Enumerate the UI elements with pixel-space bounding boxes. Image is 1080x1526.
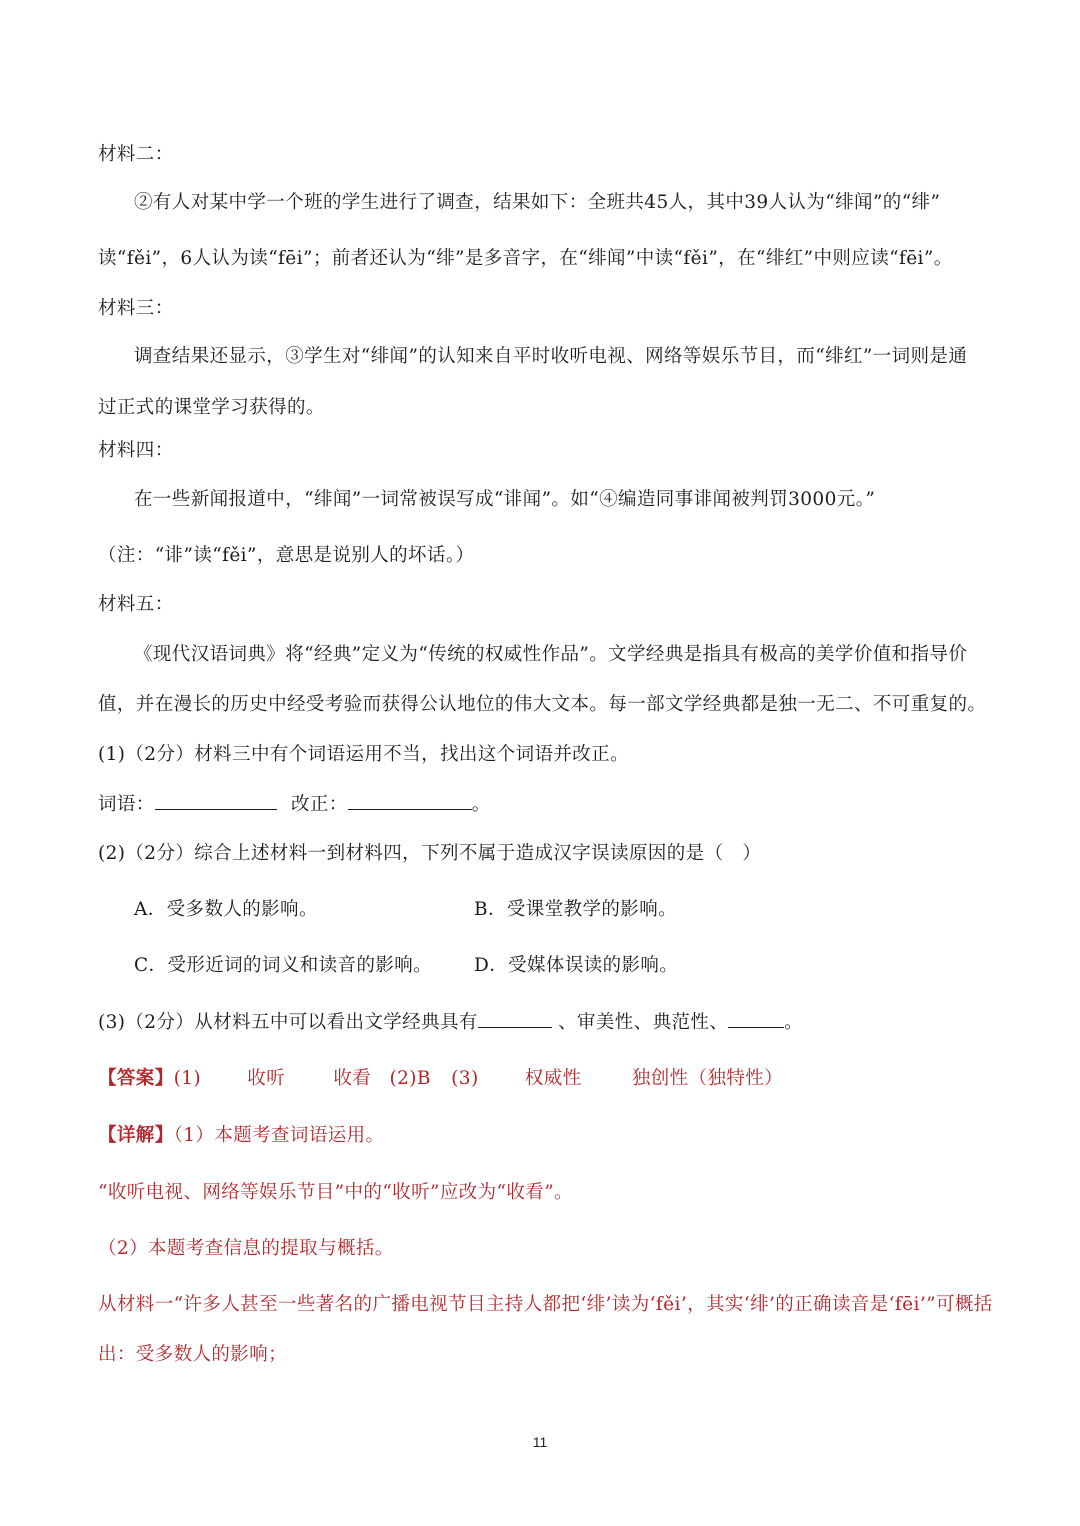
answer-word3: 权威性 xyxy=(524,1068,582,1089)
option-a[interactable]: A．受多数人的影响。 xyxy=(134,899,318,920)
answer-word1: 收听 xyxy=(247,1068,286,1089)
explain-line5: 出：受多数人的影响； xyxy=(98,1344,288,1365)
fix-blank[interactable] xyxy=(348,791,472,810)
question3-end: 。 xyxy=(784,1012,804,1033)
explain-line3: （2）本题考查信息的提取与概括。 xyxy=(98,1238,394,1259)
answer-part1: (1) xyxy=(173,1068,202,1089)
material5-heading: 材料五： xyxy=(98,594,174,615)
answer-part2: (2)B xyxy=(389,1068,431,1089)
material2-heading: 材料二： xyxy=(98,144,174,165)
explain-line1-text: （1）本题考查词语运用。 xyxy=(173,1125,385,1146)
material3-line1: 调查结果还显示，③学生对“绯闻”的认知来自平时收听电视、网络等娱乐节目，而“绯红”一词则是通 xyxy=(134,346,968,367)
fix-label: 改正： xyxy=(290,794,348,815)
explain-line2: “收听电视、网络等娱乐节目”中的“收听”应改为“收看”。 xyxy=(98,1182,573,1203)
option-d[interactable]: D．受媒体误读的影响。 xyxy=(474,955,679,976)
word-blank[interactable] xyxy=(155,791,277,810)
explain-line1 xyxy=(98,1123,384,1149)
option-b[interactable]: B．受课堂教学的影响。 xyxy=(474,899,677,920)
option-c[interactable]: C．受形近词的词义和读音的影响。 xyxy=(134,955,433,976)
material4-heading: 材料四： xyxy=(98,440,174,461)
explain-tag: 【详解】 xyxy=(98,1125,174,1146)
q3-blank-1[interactable] xyxy=(478,1009,552,1028)
answer-word4: 独创性（独特性） xyxy=(631,1068,784,1089)
material5-line2: 值，并在漫长的历史中经受考验而获得公认地位的伟大文本。每一部文学经典都是独一无二、不可重复的。 xyxy=(98,694,987,715)
material5-line1: 《现代汉语词典》将“经典”定义为“传统的权威性作品”。文学经典是指具有极高的美学价值和指导价 xyxy=(134,644,968,665)
material3-heading: 材料三： xyxy=(98,298,174,319)
material4-note: （注：“诽”读“fěi”，意思是说别人的坏话。） xyxy=(98,545,475,566)
material2-line2: 读“fěi”，6人认为读“fēi”；前者还认为“绯”是多音字，在“绯闻”中读“fěi”，在“绯红”中则应读“fēi”。 xyxy=(98,248,953,269)
question1-answer-line xyxy=(98,791,491,818)
material4-line1: 在一些新闻报道中，“绯闻”一词常被误写成“诽闻”。如“④编造同事诽闻被判罚3000元。” xyxy=(134,489,876,510)
explain-line4: 从材料一“许多人甚至一些著名的广播电视节目主持人都把‘绯’读为‘fěi’，其实‘绯’的正确读音是‘fēi’”可概括 xyxy=(98,1294,993,1315)
answer-line xyxy=(98,1066,783,1092)
question1-end: 。 xyxy=(471,794,491,815)
answer-tag: 【答案】 xyxy=(98,1068,174,1089)
material2-line1: ②有人对某中学一个班的学生进行了调查，结果如下：全班共45人，其中39人认为“绯闻”的“绯” xyxy=(134,192,941,213)
question1-stem: (1)（2分）材料三中有个词语运用不当，找出这个词语并改正。 xyxy=(98,744,629,765)
answer-part3: (3) xyxy=(451,1068,479,1089)
question3-line xyxy=(98,1009,803,1036)
q3-blank-2[interactable] xyxy=(728,1009,784,1028)
question2-stem: (2)（2分）综合上述材料一到材料四，下列不属于造成汉字误读原因的是（ ） xyxy=(98,843,762,864)
answer-word2: 收看 xyxy=(333,1068,372,1089)
question3-stem-before: (3)（2分）从材料五中可以看出文学经典具有 xyxy=(98,1012,478,1033)
question3-stem-middle: 、审美性、典范性、 xyxy=(558,1012,729,1033)
material3-line2: 过正式的课堂学习获得的。 xyxy=(98,397,325,418)
word-label: 词语： xyxy=(98,794,155,815)
page-number: 11 xyxy=(532,1434,548,1450)
